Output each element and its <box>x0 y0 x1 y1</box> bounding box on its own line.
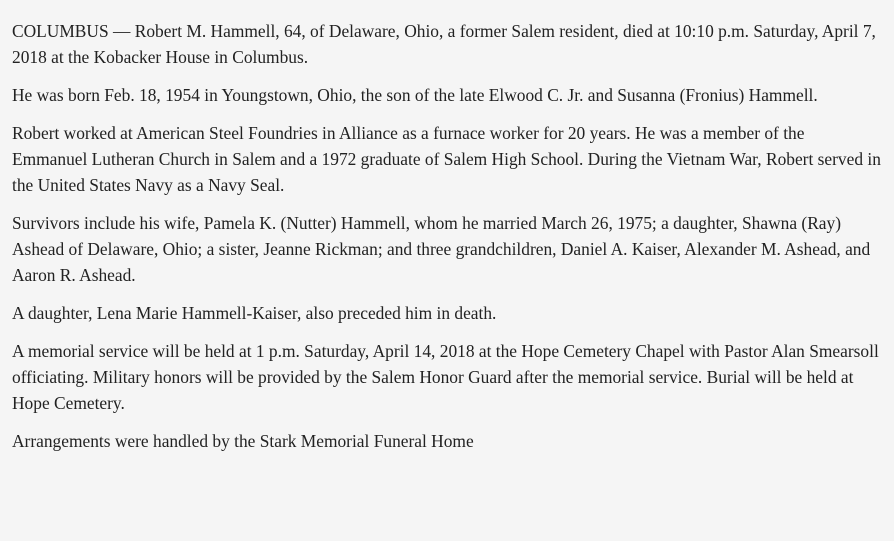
paragraph-birth: He was born Feb. 18, 1954 in Youngstown, Ohio, the son of the late Elwood C. Jr. and Susanna (Fronius) Hammell. <box>12 85 818 105</box>
paragraph-memorial-service: A memorial service will be held at 1 p.m. Saturday, April 14, 2018 at the Hope Cemetery Chapel with Pastor Alan Smearsoll officiating. Military honors will be provided by the Salem Honor Guard after the memorial service. Burial will be held at Hope Cemetery. <box>12 341 879 413</box>
paragraph-preceded: A daughter, Lena Marie Hammell-Kaiser, also preceded him in death. <box>12 303 497 323</box>
paragraph-survivors: Survivors include his wife, Pamela K. (Nutter) Hammell, whom he married March 26, 1975; a daughter, Shawna (Ray) Ashead of Delaware, Ohio; a sister, Jeanne Rickman; and three grandchildren, Daniel A. Kaiser, Alexander M. Ashead, and Aaron R. Ashead. <box>12 213 871 285</box>
paragraph-career: Robert worked at American Steel Foundries in Alliance as a furnace worker for 20 years. He was a member of the Emmanuel Lutheran Church in Salem and a 1972 graduate of Salem High School. During the Vietnam War, Robert served in the United States Navy as a Navy Seal. <box>12 123 881 195</box>
paragraph-arrangements: Arrangements were handled by the Stark Memorial Funeral Home <box>12 431 474 451</box>
paragraph-death-notice: COLUMBUS — Robert M. Hammell, 64, of Delaware, Ohio, a former Salem resident, died at 10:10 p.m. Saturday, April 7, 2018 at the Kobacker House in Columbus. <box>12 21 876 67</box>
